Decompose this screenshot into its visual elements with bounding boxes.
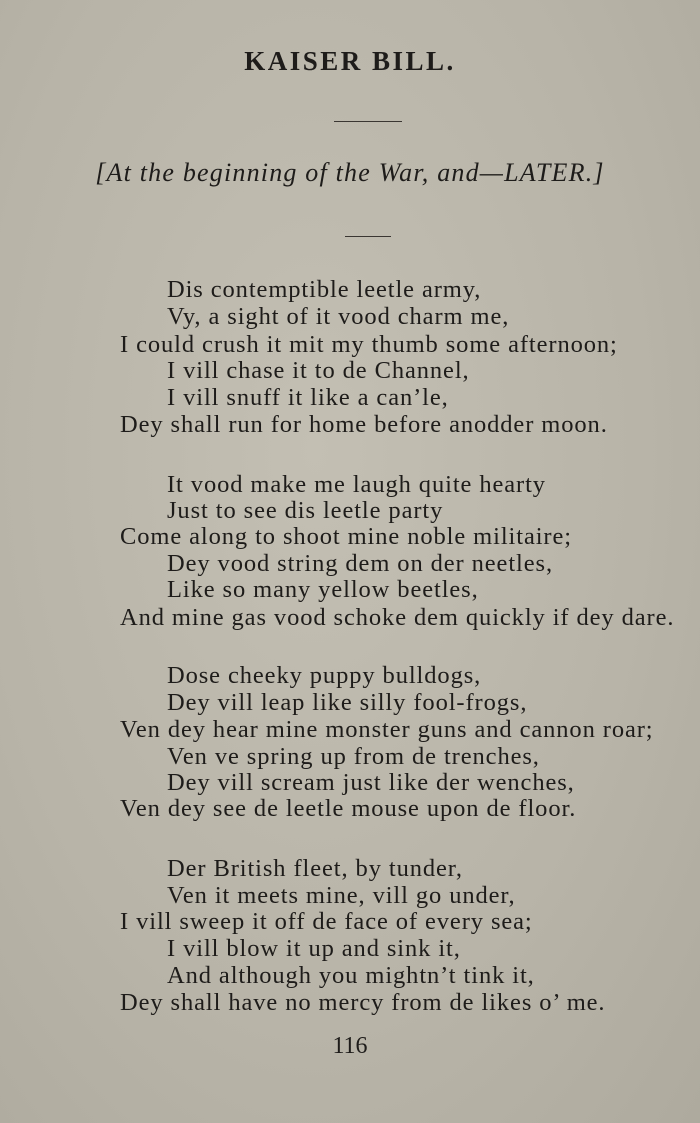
poem-line: And although you mightn’t tink it, bbox=[167, 962, 535, 989]
poem-line: I vill sweep it off de face of every sea; bbox=[120, 908, 533, 935]
poem-line: Dey shall run for home before anodder moon. bbox=[120, 411, 608, 438]
poem-line: Come along to shoot mine noble militaire; bbox=[120, 523, 572, 550]
page-title: KAISER BILL. bbox=[244, 46, 456, 76]
poem-line: Dey vill scream just like der wenches, bbox=[167, 769, 575, 796]
poem-line: I could crush it mit my thumb some afternoon; bbox=[120, 331, 618, 358]
poem-line: Ven dey hear mine monster guns and cannon roar; bbox=[120, 716, 654, 743]
poem-line: Dey vood string dem on der neetles, bbox=[167, 550, 553, 577]
poem-line: Vy, a sight of it vood charm me, bbox=[167, 303, 510, 330]
poem-line: I vill chase it to de Channel, bbox=[167, 357, 470, 384]
subtitle-rule bbox=[345, 236, 391, 237]
poem-line: Dose cheeky puppy bulldogs, bbox=[167, 662, 482, 689]
poem-line: Dey shall have no mercy from de likes o’ me. bbox=[120, 989, 606, 1016]
poem-line: Like so many yellow beetles, bbox=[167, 576, 479, 603]
poem-line: Just to see dis leetle party bbox=[167, 497, 444, 524]
poem-line: And mine gas vood schoke dem quickly if dey dare. bbox=[120, 604, 675, 631]
poem-line: I vill blow it up and sink it, bbox=[167, 935, 461, 962]
poem-line: It vood make me laugh quite hearty bbox=[167, 471, 546, 498]
poem-line: I vill snuff it like a can’le, bbox=[167, 384, 449, 411]
poem-line: Ven ve spring up from de trenches, bbox=[167, 743, 540, 770]
poem-line: Dis contemptible leetle army, bbox=[167, 276, 482, 303]
poem-line: Dey vill leap like silly fool-frogs, bbox=[167, 689, 528, 716]
poem-line: Ven it meets mine, vill go under, bbox=[167, 882, 516, 909]
title-rule bbox=[334, 121, 402, 122]
page-subtitle: [At the beginning of the War, and—LATER.] bbox=[95, 158, 605, 187]
poem-line: Ven dey see de leetle mouse upon de floor. bbox=[120, 795, 577, 822]
page-number: 116 bbox=[332, 1033, 368, 1059]
poem-line: Der British fleet, by tunder, bbox=[167, 855, 463, 882]
